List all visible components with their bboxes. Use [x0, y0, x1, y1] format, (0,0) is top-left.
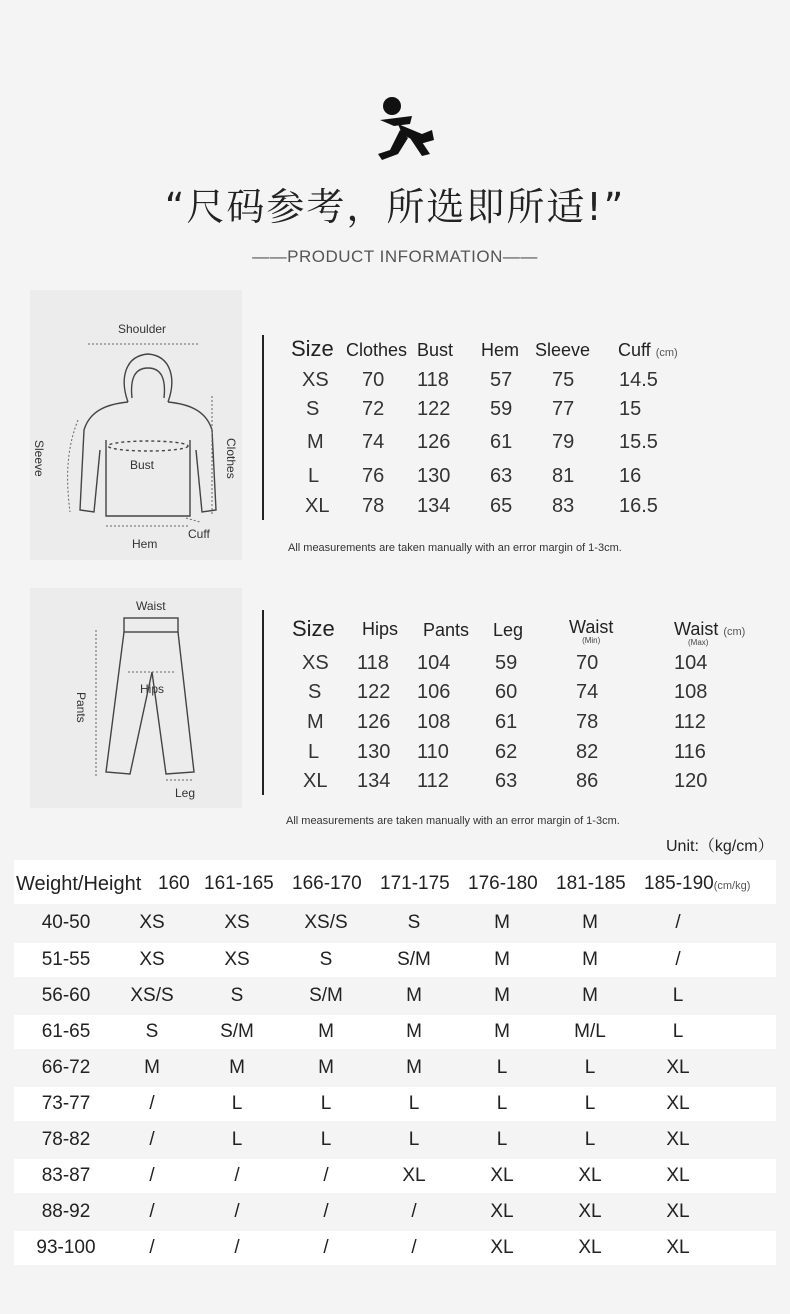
- top-table-header: [618, 340, 678, 361]
- grid-weight-label: 93-100: [36, 1237, 96, 1258]
- bottom-table-divider: [262, 610, 264, 795]
- bottom-cell: 110: [417, 741, 449, 763]
- grid-size-cell: L: [496, 1093, 508, 1114]
- bottom-table-header: [569, 617, 613, 645]
- bottom-cell: 104: [417, 652, 451, 674]
- grid-size-cell: /: [675, 912, 681, 933]
- grid-row: [14, 1051, 776, 1085]
- grid-row: [14, 979, 776, 1013]
- grid-size-cell: L: [496, 1057, 508, 1078]
- top-cell: 78: [362, 495, 385, 517]
- grid-size-cell: L: [672, 985, 684, 1006]
- grid-size-cell: XS: [224, 912, 250, 933]
- top-cell: 15: [619, 398, 642, 420]
- bust-label: Bust: [130, 458, 155, 472]
- bottom-cell: 82: [576, 741, 599, 763]
- grid-size-cell: /: [234, 1201, 240, 1222]
- grid-size-cell: XL: [578, 1165, 602, 1186]
- bottom-table-header: Leg: [493, 620, 524, 640]
- grid-size-cell: /: [323, 1201, 329, 1222]
- grid-height-header: 171-175: [380, 873, 450, 894]
- bottom-cell: 62: [495, 741, 518, 763]
- bottom-cell: 60: [495, 681, 518, 703]
- grid-size-cell: /: [234, 1237, 240, 1258]
- top-cell: 83: [552, 495, 575, 517]
- bottom-cell: 108: [674, 681, 708, 703]
- grid-size-cell: L: [584, 1093, 596, 1114]
- grid-size-cell: XL: [490, 1165, 514, 1186]
- waist-min-header: Waist: [569, 617, 614, 637]
- grid-weight-label: 83-87: [41, 1165, 91, 1186]
- cuff-header: Cuff: [618, 340, 651, 360]
- bottom-cell: 108: [417, 711, 451, 733]
- top-cell: 16: [619, 465, 642, 487]
- grid-size-cell: XL: [578, 1237, 602, 1258]
- bottom-table-header: Hips: [362, 619, 399, 639]
- grid-size-cell: M: [229, 1057, 245, 1078]
- bottom-cell: 106: [417, 681, 451, 703]
- grid-row: [14, 1015, 776, 1049]
- unit-cm: (cm): [655, 347, 678, 359]
- grid-size-cell: S/M: [309, 985, 343, 1006]
- grid-size-cell: /: [149, 1237, 155, 1258]
- bottom-cell: 112: [417, 770, 449, 792]
- shoulder-label: Shoulder: [118, 322, 167, 336]
- grid-weight-label: 40-50: [41, 912, 91, 933]
- grid-size-cell: /: [234, 1165, 240, 1186]
- top-cell: 130: [417, 465, 451, 487]
- hips-label: Hips: [140, 682, 165, 696]
- waist-max-header: Waist: [674, 619, 719, 639]
- grid-size-cell: XL: [402, 1165, 426, 1186]
- grid-size-cell: XS: [224, 949, 250, 970]
- grid-size-cell: /: [675, 949, 681, 970]
- grid-size-cell: L: [231, 1129, 243, 1150]
- grid-size-cell: /: [411, 1201, 417, 1222]
- grid-size-cell: M: [582, 949, 598, 970]
- grid-corner-label: Weight/Height: [16, 873, 142, 895]
- grid-weight-label: 78-82: [41, 1129, 91, 1150]
- grid-row: [14, 943, 776, 977]
- top-cell: 118: [417, 369, 449, 391]
- grid-size-cell: XS/S: [304, 912, 348, 933]
- top-cell: 57: [490, 369, 513, 391]
- grid-size-cell: S: [319, 949, 333, 970]
- grid-size-cell: M/L: [574, 1021, 606, 1042]
- pants-label: Pants: [74, 692, 88, 723]
- grid-size-cell: L: [320, 1129, 332, 1150]
- grid-size-cell: M: [582, 912, 598, 933]
- grid-size-cell: XL: [666, 1129, 690, 1150]
- waist-min-sub: (Min): [582, 636, 601, 645]
- bottom-cell: 118: [357, 652, 389, 674]
- grid-row: [14, 1195, 776, 1229]
- bottom-cell: M: [307, 711, 324, 733]
- top-cell: 61: [490, 431, 513, 453]
- grid-height-header: 166-170: [292, 873, 362, 894]
- bottom-cell: 134: [357, 770, 391, 792]
- cuff-label: Cuff: [188, 527, 210, 541]
- grid-unit: (cm/kg): [713, 880, 751, 892]
- grid-size-cell: XS/S: [130, 985, 174, 1006]
- grid-size-cell: L: [584, 1129, 596, 1150]
- waist-max-sub: (Max): [688, 638, 709, 647]
- grid-size-cell: S: [230, 985, 244, 1006]
- grid-height-header: 161-165: [204, 873, 274, 894]
- top-cell: XL: [305, 495, 330, 517]
- grid-weight-label: 51-55: [41, 949, 91, 970]
- grid-size-cell: XL: [666, 1201, 690, 1222]
- grid-size-cell: L: [672, 1021, 684, 1042]
- bottom-cell: L: [308, 741, 320, 763]
- top-cell: 72: [362, 398, 385, 420]
- top-cell: 134: [417, 495, 451, 517]
- grid-weight-label: 66-72: [41, 1057, 91, 1078]
- top-table-header: Clothes: [346, 340, 408, 360]
- top-cell: 126: [417, 431, 451, 453]
- top-cell: 76: [362, 465, 385, 487]
- grid-size-cell: M: [406, 1021, 422, 1042]
- grid-height-header: 176-180: [468, 873, 538, 894]
- bottom-cell: 86: [576, 770, 599, 792]
- bottom-table-header: [674, 619, 745, 647]
- grid-height-header: 160: [158, 873, 190, 894]
- top-table-header: Hem: [481, 340, 520, 360]
- grid-row: [14, 1159, 776, 1193]
- top-measurement-note: All measurements are taken manually with an error margin of 1-3cm.: [288, 542, 622, 554]
- top-cell: S: [306, 398, 320, 420]
- bottom-cell: 63: [495, 770, 518, 792]
- grid-weight-label: 56-60: [41, 985, 91, 1006]
- grid-size-cell: XL: [666, 1093, 690, 1114]
- bottom-cell: 130: [357, 741, 391, 763]
- clothes-label: Clothes: [224, 438, 238, 479]
- grid-size-cell: /: [149, 1201, 155, 1222]
- grid-size-cell: M: [144, 1057, 160, 1078]
- grid-size-cell: XL: [490, 1237, 514, 1258]
- sleeve-label: Sleeve: [32, 440, 46, 477]
- grid-size-cell: M: [582, 985, 598, 1006]
- unit-label: Unit:（kg/cm）: [666, 838, 774, 855]
- bottom-table-header: Size: [292, 616, 335, 641]
- bottom-cell: 112: [674, 711, 706, 733]
- top-cell: 65: [490, 495, 513, 517]
- grid-size-cell: S: [145, 1021, 159, 1042]
- grid-size-cell: S: [407, 912, 421, 933]
- bottom-cell: 122: [357, 681, 391, 703]
- grid-height-header: 181-185: [556, 873, 626, 894]
- grid-size-cell: /: [149, 1165, 155, 1186]
- bottom-cell: 78: [576, 711, 599, 733]
- grid-size-cell: /: [411, 1237, 417, 1258]
- grid-size-cell: L: [408, 1093, 420, 1114]
- top-cell: M: [307, 431, 324, 453]
- top-cell: 59: [490, 398, 513, 420]
- top-table-header: Sleeve: [535, 340, 591, 360]
- hem-label: Hem: [132, 537, 158, 551]
- top-cell: L: [308, 465, 320, 487]
- grid-size-cell: XS: [139, 949, 165, 970]
- grid-header-row: [14, 860, 776, 904]
- grid-size-cell: /: [149, 1093, 155, 1114]
- top-cell: 77: [552, 398, 575, 420]
- bottom-cell: 120: [674, 770, 708, 792]
- grid-size-cell: XL: [666, 1237, 690, 1258]
- bottom-cell: 61: [495, 711, 518, 733]
- leg-label: Leg: [175, 786, 196, 800]
- bottom-cell: 74: [576, 681, 599, 703]
- bottom-cell: S: [308, 681, 322, 703]
- grid-weight-label: 73-77: [41, 1093, 91, 1114]
- brand-logo-icon: [372, 94, 436, 164]
- top-cell: 63: [490, 465, 513, 487]
- section-subhead: ——PRODUCT INFORMATION——: [252, 247, 538, 266]
- grid-size-cell: L: [408, 1129, 420, 1150]
- grid-size-cell: S/M: [397, 949, 431, 970]
- grid-height-header: [644, 860, 750, 904]
- grid-size-cell: XL: [490, 1201, 514, 1222]
- top-cell: 14.5: [619, 369, 658, 391]
- grid-size-cell: /: [149, 1129, 155, 1150]
- top-cell: 74: [362, 431, 385, 453]
- grid-size-cell: L: [231, 1093, 243, 1114]
- grid-size-cell: M: [406, 985, 422, 1006]
- bottom-cell: 126: [357, 711, 391, 733]
- waist-label: Waist: [136, 599, 166, 613]
- grid-size-cell: M: [406, 1057, 422, 1078]
- grid-weight-label: 88-92: [41, 1201, 91, 1222]
- grid-size-cell: M: [318, 1021, 334, 1042]
- bottom-measurement-note: All measurements are taken manually with an error margin of 1-3cm.: [286, 815, 620, 827]
- grid-size-cell: M: [494, 912, 510, 933]
- grid-size-cell: /: [323, 1165, 329, 1186]
- bottom-cell: 104: [674, 652, 708, 674]
- bottom-cell: 59: [495, 652, 518, 674]
- top-cell: 75: [552, 369, 575, 391]
- bottom-cell: XL: [303, 770, 328, 792]
- top-cell: 15.5: [619, 431, 658, 453]
- grid-size-cell: L: [584, 1057, 596, 1078]
- grid-size-cell: L: [496, 1129, 508, 1150]
- grid-size-cell: XL: [666, 1057, 690, 1078]
- grid-size-cell: M: [494, 949, 510, 970]
- pants-outline-icon: [70, 612, 220, 792]
- top-table-header: Bust: [417, 340, 454, 360]
- grid-size-cell: /: [323, 1237, 329, 1258]
- page-headline: “尺码参考，所选即所适!”: [164, 185, 626, 229]
- top-cell: 70: [362, 369, 385, 391]
- grid-size-cell: XL: [666, 1165, 690, 1186]
- unit-cm: (cm): [723, 626, 746, 638]
- grid-last-height: 185-190: [644, 873, 714, 894]
- top-table-header: Size: [291, 336, 334, 361]
- grid-size-cell: M: [494, 985, 510, 1006]
- top-cell: 16.5: [619, 495, 658, 517]
- top-cell: XS: [302, 369, 329, 391]
- grid-row: [14, 906, 776, 940]
- grid-size-cell: S/M: [220, 1021, 254, 1042]
- jacket-outline-icon: [50, 340, 240, 540]
- grid-size-cell: M: [494, 1021, 510, 1042]
- grid-row: [14, 1231, 776, 1265]
- bottom-cell: 70: [576, 652, 599, 674]
- grid-size-cell: XL: [578, 1201, 602, 1222]
- grid-size-cell: M: [318, 1057, 334, 1078]
- top-cell: 81: [552, 465, 575, 487]
- bottom-table-header: Pants: [423, 620, 470, 640]
- top-table-divider: [262, 335, 264, 520]
- grid-row: [14, 1087, 776, 1121]
- grid-weight-label: 61-65: [41, 1021, 91, 1042]
- grid-row: [14, 1123, 776, 1157]
- grid-size-cell: XS: [139, 912, 165, 933]
- grid-size-cell: L: [320, 1093, 332, 1114]
- bottom-cell: XS: [302, 652, 329, 674]
- bottom-cell: 116: [674, 741, 706, 763]
- top-cell: 79: [552, 431, 575, 453]
- top-cell: 122: [417, 398, 451, 420]
